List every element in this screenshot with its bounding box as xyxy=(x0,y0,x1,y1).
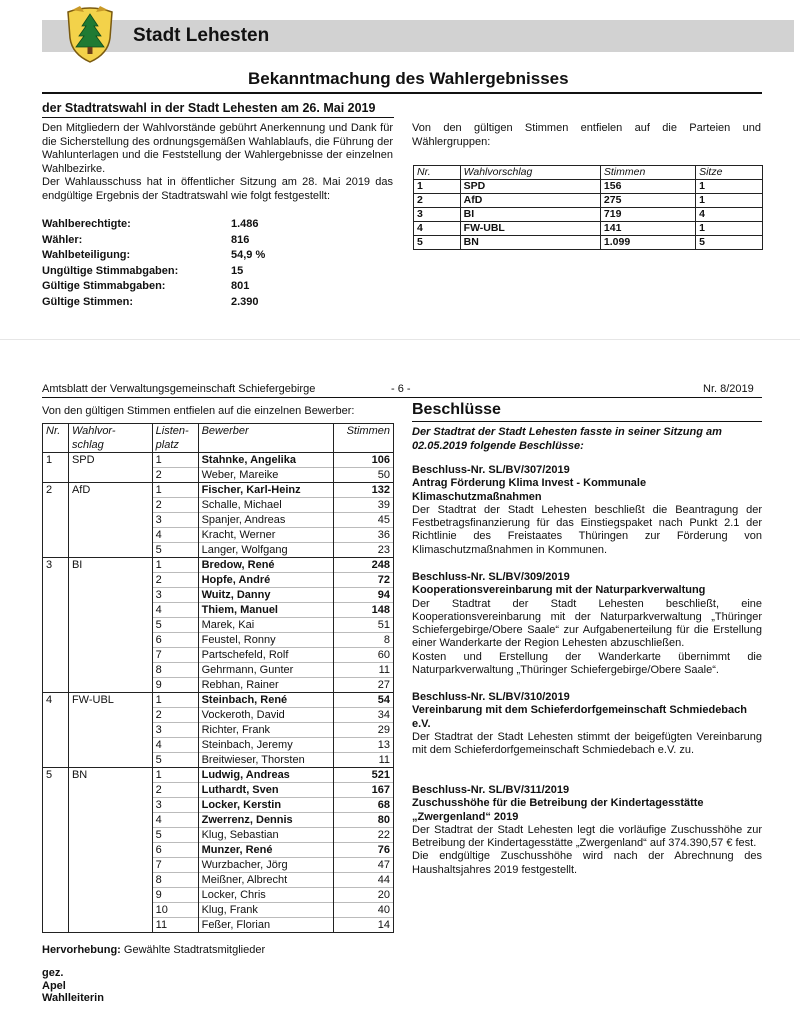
table-row xyxy=(43,618,394,633)
stat-row xyxy=(42,217,342,233)
table-cell: BI xyxy=(460,208,600,222)
table-cell: 141 xyxy=(600,222,695,236)
table-cell: 719 xyxy=(600,208,695,222)
cell-candidate-name: Klug, Frank xyxy=(198,903,333,918)
cell-votes: 45 xyxy=(334,513,394,528)
cell-party xyxy=(68,468,152,483)
stat-value: 15 xyxy=(231,264,244,277)
table-row xyxy=(43,528,394,543)
table-row xyxy=(43,738,394,753)
decision-310 xyxy=(412,691,762,757)
highlight-note-text: Gewählte Stadtratsmitglieder xyxy=(120,944,266,956)
cell-party xyxy=(68,753,152,768)
table-row xyxy=(43,483,394,498)
cell-nr: 2 xyxy=(43,483,69,498)
cell-listenplatz: 4 xyxy=(152,738,198,753)
stat-value: 1.486 xyxy=(231,218,259,230)
cell-votes: 22 xyxy=(334,828,394,843)
cell-votes: 39 xyxy=(334,498,394,513)
cell-candidate-name: Feßer, Florian xyxy=(198,918,333,933)
table-cell: 3 xyxy=(414,208,461,222)
cell-candidate-name: Ludwig, Andreas xyxy=(198,768,333,783)
table-row xyxy=(43,873,394,888)
cell-listenplatz: 9 xyxy=(152,888,198,903)
cell-listenplatz: 3 xyxy=(152,588,198,603)
stat-value: 2.390 xyxy=(231,295,259,308)
cell-nr xyxy=(43,468,69,483)
party-col-header: Sitze xyxy=(696,166,763,180)
table-row xyxy=(43,453,394,468)
col-bewerber: Bewerber xyxy=(198,424,333,453)
cell-candidate-name: Schalle, Michael xyxy=(198,498,333,513)
cell-candidate-name: Klug, Sebastian xyxy=(198,828,333,843)
decision-number: Beschluss-Nr. SL/BV/307/2019 xyxy=(412,464,570,476)
decision-number: Beschluss-Nr. SL/BV/311/2019 xyxy=(412,784,570,796)
cell-nr xyxy=(43,858,69,873)
table-cell: 4 xyxy=(414,222,461,236)
cell-votes: 106 xyxy=(334,453,394,468)
announcement-title-text: Bekanntmachung des Wahlergebnisses xyxy=(248,69,569,88)
table-row xyxy=(43,708,394,723)
cell-candidate-name: Richter, Frank xyxy=(198,723,333,738)
table-row xyxy=(43,918,394,933)
cell-listenplatz: 2 xyxy=(152,498,198,513)
cell-party xyxy=(68,918,152,933)
cell-nr xyxy=(43,843,69,858)
cell-nr xyxy=(43,618,69,633)
cell-listenplatz: 8 xyxy=(152,663,198,678)
cell-listenplatz: 2 xyxy=(152,783,198,798)
party-intro: Von den gültigen Stimmen entfielen auf die Parteien und Wählergruppen: xyxy=(412,122,761,148)
table-row xyxy=(43,678,394,693)
cell-party xyxy=(68,798,152,813)
cell-votes: 29 xyxy=(334,723,394,738)
cell-candidate-name: Bredow, René xyxy=(198,558,333,573)
decision-title: Antrag Förderung Klima Invest - Kommunale Klimaschutzmaßnahmen xyxy=(412,477,647,503)
cell-votes: 34 xyxy=(334,708,394,723)
table-cell: 156 xyxy=(600,180,695,194)
party-table-header xyxy=(414,166,763,180)
table-cell: 2 xyxy=(414,194,461,208)
table-row xyxy=(43,543,394,558)
stat-label: Wahlbeteiligung: xyxy=(42,249,131,261)
highlight-note-label: Hervorhebung: xyxy=(42,944,121,956)
decision-title: Vereinbarung mit dem Schieferdorfgemeinschaft Schmiedebach e.V. xyxy=(412,704,747,730)
cell-candidate-name: Vockeroth, David xyxy=(198,708,333,723)
cell-nr xyxy=(43,588,69,603)
cell-party xyxy=(68,828,152,843)
town-name: Stadt Lehesten xyxy=(133,25,270,46)
cell-listenplatz: 2 xyxy=(152,708,198,723)
cell-candidate-name: Hopfe, André xyxy=(198,573,333,588)
cell-nr: 3 xyxy=(43,558,69,573)
table-row xyxy=(43,753,394,768)
cell-nr xyxy=(43,798,69,813)
cell-nr xyxy=(43,738,69,753)
col-wahlvorschlag-2: schlag xyxy=(71,439,104,451)
cell-votes: 27 xyxy=(334,678,394,693)
table-row xyxy=(43,693,394,708)
col-listenplatz-2: platz xyxy=(155,439,179,451)
cell-listenplatz: 7 xyxy=(152,858,198,873)
cell-party xyxy=(68,723,152,738)
table-row xyxy=(43,828,394,843)
cell-candidate-name: Feustel, Ronny xyxy=(198,633,333,648)
party-col-header: Nr. xyxy=(414,166,461,180)
cell-nr xyxy=(43,753,69,768)
table-row xyxy=(43,783,394,798)
cell-candidate-name: Steinbach, René xyxy=(198,693,333,708)
cell-votes: 248 xyxy=(334,558,394,573)
cell-nr xyxy=(43,813,69,828)
table-row xyxy=(43,603,394,618)
beschluesse-rule xyxy=(412,421,762,422)
cell-listenplatz: 9 xyxy=(152,678,198,693)
cell-party xyxy=(68,783,152,798)
cell-party: SPD xyxy=(68,453,152,468)
announcement-subtitle: der Stadtratswahl in der Stadt Lehesten am 26. Mai 2019 xyxy=(42,101,376,115)
decision-number: Beschluss-Nr. SL/BV/310/2019 xyxy=(412,691,570,703)
cell-party xyxy=(68,633,152,648)
cell-party xyxy=(68,573,152,588)
stat-row xyxy=(42,279,342,295)
col-nr: Nr. xyxy=(43,424,69,453)
page-number: - 6 - xyxy=(391,383,411,395)
stat-row xyxy=(42,248,342,264)
cell-candidate-name: Weber, Mareike xyxy=(198,468,333,483)
cell-votes: 94 xyxy=(334,588,394,603)
intro-paragraph xyxy=(42,122,393,204)
cell-candidate-name: Partschefeld, Rolf xyxy=(198,648,333,663)
cell-votes: 80 xyxy=(334,813,394,828)
cell-listenplatz: 4 xyxy=(152,813,198,828)
cell-candidate-name: Kracht, Werner xyxy=(198,528,333,543)
cell-nr xyxy=(43,708,69,723)
cell-listenplatz: 7 xyxy=(152,648,198,663)
table-row xyxy=(43,513,394,528)
cell-candidate-name: Munzer, René xyxy=(198,843,333,858)
table-row xyxy=(43,903,394,918)
party-results-table xyxy=(413,165,763,250)
cell-party xyxy=(68,708,152,723)
table-row xyxy=(43,858,394,873)
table-cell: 275 xyxy=(600,194,695,208)
cell-nr xyxy=(43,513,69,528)
issue-number: Nr. 8/2019 xyxy=(703,383,754,395)
cell-votes: 50 xyxy=(334,468,394,483)
decision-311 xyxy=(412,784,762,877)
table-row xyxy=(414,208,763,222)
stat-label: Gültige Stimmen: xyxy=(42,295,134,308)
table-cell: 1 xyxy=(696,222,763,236)
cell-nr xyxy=(43,543,69,558)
cell-party xyxy=(68,498,152,513)
stat-label: Wähler: xyxy=(42,233,83,246)
cell-listenplatz: 6 xyxy=(152,633,198,648)
footer-rule xyxy=(42,397,762,398)
cell-candidate-name: Rebhan, Rainer xyxy=(198,678,333,693)
cell-candidate-name: Spanjer, Andreas xyxy=(198,513,333,528)
table-cell: SPD xyxy=(460,180,600,194)
highlight-note xyxy=(42,943,265,957)
cell-party xyxy=(68,843,152,858)
party-col-header: Stimmen xyxy=(600,166,695,180)
cell-votes: 47 xyxy=(334,858,394,873)
stat-value: 801 xyxy=(231,280,250,292)
cell-listenplatz: 2 xyxy=(152,573,198,588)
cell-votes: 23 xyxy=(334,543,394,558)
cell-votes: 11 xyxy=(334,753,394,768)
cell-candidate-name: Zwerrenz, Dennis xyxy=(198,813,333,828)
cell-party xyxy=(68,618,152,633)
cell-votes: 13 xyxy=(334,738,394,753)
cell-votes: 11 xyxy=(334,663,394,678)
cell-listenplatz: 1 xyxy=(152,768,198,783)
cell-candidate-name: Wuitz, Danny xyxy=(198,588,333,603)
page-divider xyxy=(0,339,800,340)
cell-candidate-name: Meißner, Albrecht xyxy=(198,873,333,888)
table-row xyxy=(43,573,394,588)
gazette-name: Amtsblatt der Verwaltungsgemeinschaft Schiefergebirge xyxy=(42,383,316,395)
table-cell: 5 xyxy=(696,236,763,250)
election-stats xyxy=(42,217,342,310)
cell-votes: 148 xyxy=(334,603,394,618)
cell-candidate-name: Wurzbacher, Jörg xyxy=(198,858,333,873)
cell-candidate-name: Fischer, Karl-Heinz xyxy=(198,483,333,498)
table-row xyxy=(43,633,394,648)
cell-party xyxy=(68,678,152,693)
cell-listenplatz: 1 xyxy=(152,483,198,498)
cell-votes: 20 xyxy=(334,888,394,903)
sign-gez: gez. xyxy=(42,967,64,979)
candidate-results-table xyxy=(42,423,394,933)
decision-title: Zuschusshöhe für die Betreibung der Kindertagesstätte „Zwergenland“ 2019 xyxy=(412,797,704,823)
cell-party xyxy=(68,513,152,528)
fir-tree-coat-of-arms-icon xyxy=(60,4,120,64)
cell-party xyxy=(68,603,152,618)
beschluesse-intro: Der Stadtrat der Stadt Lehesten fasste in seiner Sitzung am 02.05.2019 folgende Beschlüsse: xyxy=(412,426,722,452)
cell-votes: 54 xyxy=(334,693,394,708)
cell-votes: 72 xyxy=(334,573,394,588)
cell-nr: 4 xyxy=(43,693,69,708)
cell-votes: 51 xyxy=(334,618,394,633)
cell-nr xyxy=(43,603,69,618)
cell-votes: 8 xyxy=(334,633,394,648)
cell-listenplatz: 1 xyxy=(152,453,198,468)
cell-votes: 40 xyxy=(334,903,394,918)
decision-body: Der Stadtrat der Stadt Lehesten stimmt der beigefügten Vereinbarung mit dem Schieferdorfgemeinschaft Schmiedebach e.V. zu. xyxy=(412,730,762,757)
cell-candidate-name: Stahnke, Angelika xyxy=(198,453,333,468)
decision-body-2: Kosten und Erstellung der Wanderkarte übernimmt die Naturparkverwaltung „Thüringer Schiefergebirge/Obere Saale“. xyxy=(412,650,762,677)
stat-label: Gültige Stimmabgaben: xyxy=(42,280,166,292)
stat-label: Ungültige Stimmabgaben: xyxy=(42,264,179,277)
table-row xyxy=(43,648,394,663)
cell-listenplatz: 5 xyxy=(152,618,198,633)
table-cell: FW-UBL xyxy=(460,222,600,236)
stat-label: Wahlberechtigte: xyxy=(42,218,131,230)
cell-nr xyxy=(43,663,69,678)
decision-body-2: Die endgültige Zuschusshöhe wird nach der Abrechnung des Haushaltsjahres 2019 festgestellt. xyxy=(412,850,762,876)
cell-listenplatz: 3 xyxy=(152,798,198,813)
cell-candidate-name: Langer, Wolfgang xyxy=(198,543,333,558)
cell-nr xyxy=(43,498,69,513)
cell-listenplatz: 3 xyxy=(152,513,198,528)
cell-candidate-name: Marek, Kai xyxy=(198,618,333,633)
intro-text: Den Mitgliedern der Wahlvorstände gebührt Anerkennung und Dank für die Sicherstellung des ordnungsgemäßen Wahlablaufs, die Führung der Wahlunterlagen und die Feststellung der Wahlergebnisse der einzelnen Wahlbezirke. xyxy=(42,122,393,175)
table-row xyxy=(43,798,394,813)
cell-party xyxy=(68,738,152,753)
cell-party xyxy=(68,528,152,543)
cell-listenplatz: 1 xyxy=(152,693,198,708)
table-row xyxy=(414,222,763,236)
col-stimmen: Stimmen xyxy=(334,424,394,453)
cell-party xyxy=(68,543,152,558)
cell-nr xyxy=(43,783,69,798)
sign-name: Apel xyxy=(42,979,66,992)
cell-listenplatz: 6 xyxy=(152,843,198,858)
table-cell: 4 xyxy=(696,208,763,222)
table-row xyxy=(414,236,763,250)
cell-listenplatz: 5 xyxy=(152,828,198,843)
cell-listenplatz: 3 xyxy=(152,723,198,738)
cell-nr xyxy=(43,678,69,693)
cell-nr xyxy=(43,873,69,888)
cell-listenplatz: 1 xyxy=(152,558,198,573)
cell-party xyxy=(68,888,152,903)
table-cell: 1.099 xyxy=(600,236,695,250)
cell-party: FW-UBL xyxy=(68,693,152,708)
cell-party xyxy=(68,903,152,918)
cell-votes: 132 xyxy=(334,483,394,498)
cell-listenplatz: 4 xyxy=(152,528,198,543)
table-cell: BN xyxy=(460,236,600,250)
cell-listenplatz: 5 xyxy=(152,753,198,768)
cell-party: BN xyxy=(68,768,152,783)
table-cell: 5 xyxy=(414,236,461,250)
cell-nr: 5 xyxy=(43,768,69,783)
col-listenplatz-1: Listen- xyxy=(155,425,189,437)
decision-number: Beschluss-Nr. SL/BV/309/2019 xyxy=(412,571,570,583)
cell-listenplatz: 11 xyxy=(152,918,198,933)
intro-text-2: Der Wahlausschuss hat in öffentlicher Sitzung am 28. Mai 2019 das endgültige Ergebnis der Stadtratswahl wie folgt festgestellt: xyxy=(42,176,393,202)
beschluesse-title: Beschlüsse xyxy=(412,401,501,418)
table-cell: 1 xyxy=(696,180,763,194)
cell-nr xyxy=(43,633,69,648)
title-rule xyxy=(42,92,762,94)
cell-nr xyxy=(43,918,69,933)
table-cell: AfD xyxy=(460,194,600,208)
cell-votes: 44 xyxy=(334,873,394,888)
cell-nr xyxy=(43,573,69,588)
table-row xyxy=(43,813,394,828)
cell-nr xyxy=(43,828,69,843)
cell-party: BI xyxy=(68,558,152,573)
cell-votes: 68 xyxy=(334,798,394,813)
subtitle-rule xyxy=(42,117,394,118)
table-row xyxy=(414,180,763,194)
cell-listenplatz: 10 xyxy=(152,903,198,918)
cell-votes: 76 xyxy=(334,843,394,858)
stat-value: 816 xyxy=(231,233,250,246)
cell-votes: 60 xyxy=(334,648,394,663)
cell-listenplatz: 4 xyxy=(152,603,198,618)
cell-candidate-name: Thiem, Manuel xyxy=(198,603,333,618)
sign-role: Wahlleiterin xyxy=(42,992,104,1004)
table-row xyxy=(43,768,394,783)
cell-party xyxy=(68,648,152,663)
table-row xyxy=(43,468,394,483)
decision-body: Der Stadtrat der Stadt Lehesten legt die vorläufige Zuschusshöhe zur Betreibung der Kindertagesstätte „Zwergenland“ auf 374.390,57 € fest. xyxy=(412,823,762,850)
decision-307 xyxy=(412,464,762,557)
cell-votes: 14 xyxy=(334,918,394,933)
col-wahlvorschlag-1: Wahlvor- xyxy=(71,425,116,437)
cell-nr xyxy=(43,528,69,543)
table-row xyxy=(43,723,394,738)
cell-candidate-name: Gehrmann, Gunter xyxy=(198,663,333,678)
cell-party xyxy=(68,588,152,603)
table-row xyxy=(43,843,394,858)
cell-listenplatz: 8 xyxy=(152,873,198,888)
col-listenplatz xyxy=(152,424,198,453)
candidates-intro: Von den gültigen Stimmen entfielen auf die einzelnen Bewerber: xyxy=(42,405,355,417)
table-row xyxy=(43,558,394,573)
cell-nr xyxy=(43,648,69,663)
cell-listenplatz: 2 xyxy=(152,468,198,483)
table-cell: 1 xyxy=(696,194,763,208)
decision-body: Der Stadtrat der Stadt Lehesten beschließt, eine Kooperationsvereinbarung mit der Naturparkverwaltung „Thüringer Schiefergebirge/Obere Saale“ zur Aufgabenerteilung für die Erstellung einer Wanderkarte der Region Lehesten abzuschließen. xyxy=(412,597,762,650)
cell-party xyxy=(68,858,152,873)
party-col-header: Wahlvorschlag xyxy=(460,166,600,180)
table-row xyxy=(414,194,763,208)
signature-block xyxy=(42,967,104,1005)
cell-nr xyxy=(43,903,69,918)
stat-row xyxy=(42,295,342,311)
table-row xyxy=(43,588,394,603)
decision-body: Der Stadtrat der Stadt Lehesten beschließt die Beantragung der Festbetragsfinanzierung für das Einstiegspaket nach Punkt 2.1 der Richtlinie des Freistaates Thüringen zur Förderung von Klimaschutzmaßnahmen in Kommunen. xyxy=(412,503,762,556)
cell-party xyxy=(68,873,152,888)
decision-309 xyxy=(412,571,762,677)
cell-candidate-name: Luthardt, Sven xyxy=(198,783,333,798)
candidate-table-header xyxy=(43,424,394,453)
cell-candidate-name: Locker, Kerstin xyxy=(198,798,333,813)
cell-nr xyxy=(43,723,69,738)
cell-listenplatz: 5 xyxy=(152,543,198,558)
cell-votes: 36 xyxy=(334,528,394,543)
cell-candidate-name: Locker, Chris xyxy=(198,888,333,903)
table-cell: 1 xyxy=(414,180,461,194)
cell-candidate-name: Breitwieser, Thorsten xyxy=(198,753,333,768)
decision-title: Kooperationsvereinbarung mit der Naturparkverwaltung xyxy=(412,584,706,597)
cell-nr xyxy=(43,888,69,903)
cell-party xyxy=(68,813,152,828)
cell-votes: 521 xyxy=(334,768,394,783)
table-row xyxy=(43,498,394,513)
cell-party xyxy=(68,663,152,678)
cell-party: AfD xyxy=(68,483,152,498)
cell-nr: 1 xyxy=(43,453,69,468)
stat-row xyxy=(42,233,342,249)
cell-votes: 167 xyxy=(334,783,394,798)
stat-row xyxy=(42,264,342,280)
stat-value: 54,9 % xyxy=(231,249,266,261)
col-wahlvorschlag xyxy=(68,424,152,453)
table-row xyxy=(43,663,394,678)
table-row xyxy=(43,888,394,903)
cell-candidate-name: Steinbach, Jeremy xyxy=(198,738,333,753)
